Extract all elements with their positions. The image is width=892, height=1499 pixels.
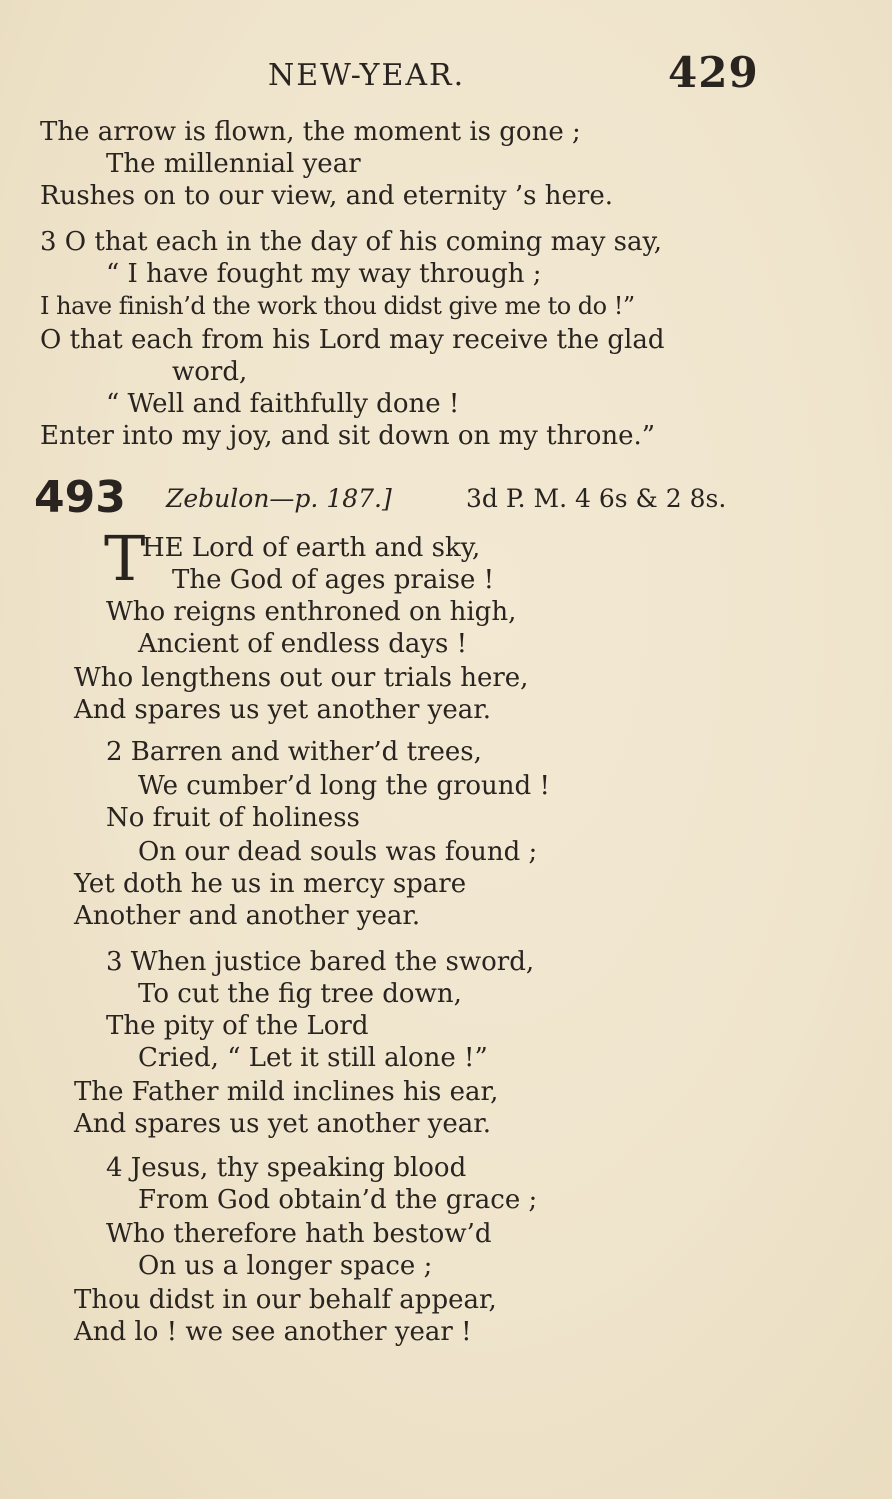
page-number: 429 xyxy=(668,48,759,97)
hymn-tune-reference: Zebulon—p. 187.] xyxy=(166,484,392,513)
verse-line: word, xyxy=(172,357,248,387)
verse-line: No fruit of holiness xyxy=(106,803,360,833)
verse-line: Yet doth he us in mercy spare xyxy=(74,869,467,899)
verse-line: Cried, “ Let it still alone !” xyxy=(138,1043,488,1073)
verse-line: And spares us yet another year. xyxy=(74,1109,492,1139)
verse-line: Thou didst in our behalf appear, xyxy=(74,1285,497,1315)
verse-line: The arrow is flown, the moment is gone ; xyxy=(40,117,581,147)
verse-line: 2 Barren and wither’d trees, xyxy=(106,737,482,767)
verse-line: Another and another year. xyxy=(74,901,421,931)
verse-line: I have finish’d the work thou didst give me to do !” xyxy=(40,292,635,320)
verse-line: The God of ages praise ! xyxy=(172,565,495,595)
verse-line: Ancient of endless days ! xyxy=(138,629,468,659)
verse-line: Rushes on to our view, and eternity ’s here. xyxy=(40,181,613,211)
verse-line: The millennial year xyxy=(106,149,361,179)
verse-line: We cumber’d long the ground ! xyxy=(138,771,550,801)
verse-line: Who therefore hath bestow’d xyxy=(106,1219,492,1249)
verse-line: To cut the fig tree down, xyxy=(138,979,462,1009)
verse-line: 3 When justice bared the sword, xyxy=(106,947,535,977)
verse-line: On our dead souls was found ; xyxy=(138,837,538,867)
verse-line: 4 Jesus, thy speaking blood xyxy=(106,1153,467,1183)
verse-line: From God obtain’d the grace ; xyxy=(138,1185,538,1215)
running-header: NEW-YEAR. xyxy=(268,58,466,93)
verse-line: 3 O that each in the day of his coming may say, xyxy=(40,227,663,257)
verse-line: And lo ! we see another year ! xyxy=(74,1317,472,1347)
hymn-number: 493 xyxy=(34,472,126,523)
verse-line: Who lengthens out our trials here, xyxy=(74,663,529,693)
drop-cap: T xyxy=(104,522,146,595)
verse-line: The pity of the Lord xyxy=(106,1011,369,1041)
verse-line: On us a longer space ; xyxy=(138,1251,433,1281)
verse-line: Who reigns enthroned on high, xyxy=(106,597,517,627)
verse-line: Enter into my joy, and sit down on my throne.” xyxy=(40,421,656,451)
verse-line: The Father mild inclines his ear, xyxy=(74,1077,499,1107)
verse-line: “ I have fought my way through ; xyxy=(106,259,542,289)
verse-line: And spares us yet another year. xyxy=(74,695,492,725)
hymn-meter: 3d P. M. 4 6s & 2 8s. xyxy=(466,484,727,513)
verse-line: “ Well and faithfully done ! xyxy=(106,389,460,419)
verse-line: O that each from his Lord may receive the glad xyxy=(40,325,665,355)
verse-line: HE Lord of earth and sky, xyxy=(142,533,481,563)
